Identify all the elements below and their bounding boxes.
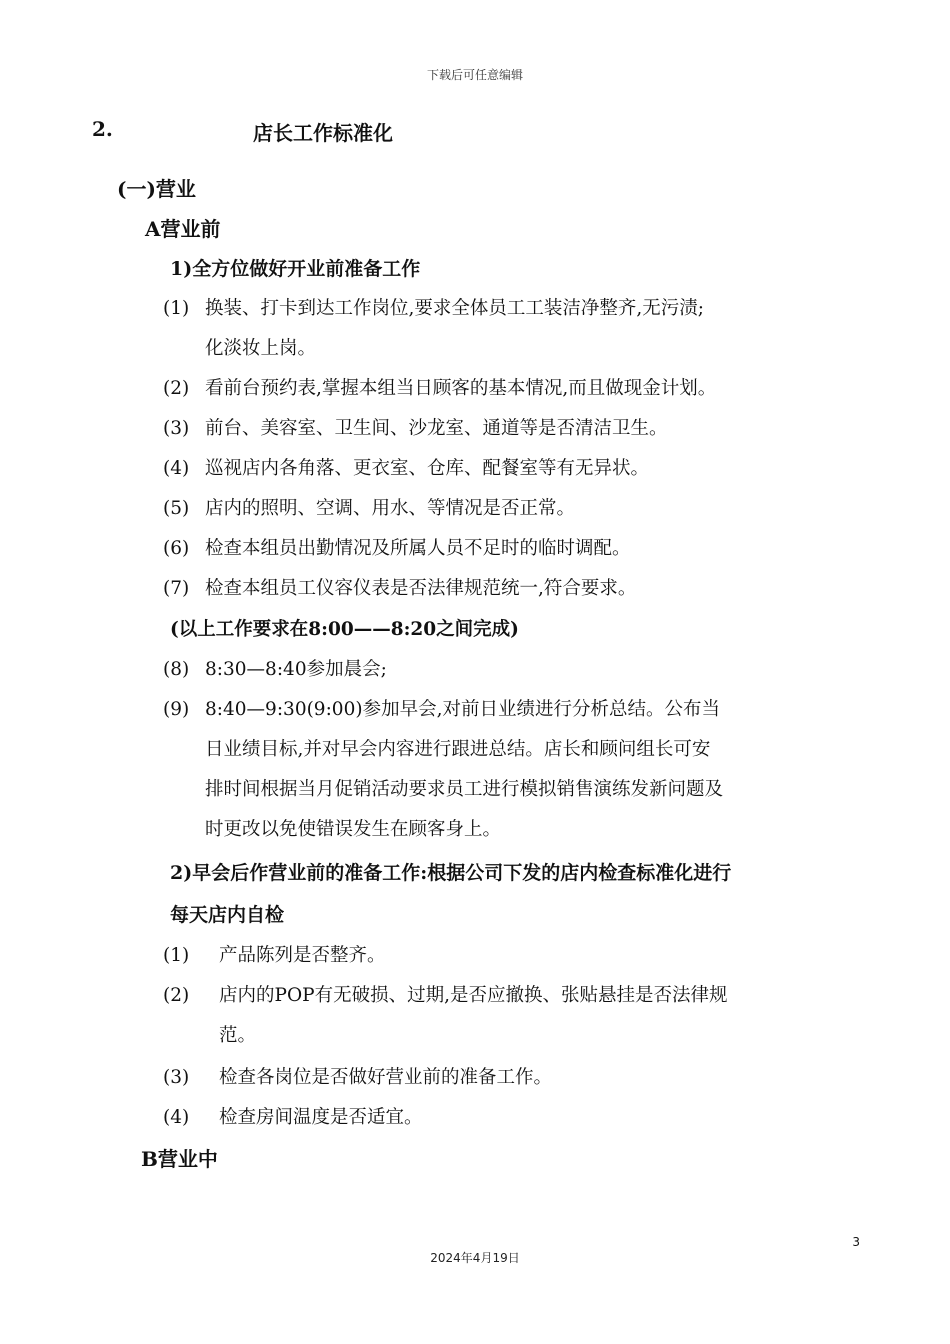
list-item-number: (5) xyxy=(163,498,190,519)
part-heading-during-operation: B营业中 xyxy=(141,1147,218,1171)
list-item-number: (2) xyxy=(163,378,190,399)
list-item xyxy=(163,534,631,560)
list-item-number: (9) xyxy=(163,699,190,720)
list-item xyxy=(163,1103,423,1129)
list-item-number: (3) xyxy=(163,1067,190,1088)
list-item xyxy=(163,695,720,721)
list-item xyxy=(163,655,387,681)
list-item-continuation: 排时间根据当月促销活动要求员工进行模拟销售演练发新问题及 xyxy=(205,779,724,800)
list-item xyxy=(163,1063,552,1089)
list-item xyxy=(163,941,386,967)
list-item-text: 店内的POP有无破损、过期,是否应撤换、张贴悬挂是否法律规 xyxy=(219,985,728,1006)
list-item-text: 换装、打卡到达工作岗位,要求全体员工工装洁净整齐,无污渍; xyxy=(205,298,704,319)
list-item xyxy=(163,574,636,600)
list-item-text: 看前台预约表,掌握本组当日顾客的基本情况,而且做现金计划。 xyxy=(205,378,717,399)
list-item-number: (8) xyxy=(163,659,190,680)
list-item xyxy=(163,981,727,1007)
list-item-text: 店内的照明、空调、用水、等情况是否正常。 xyxy=(205,498,576,519)
list-item-number: (4) xyxy=(163,1107,190,1128)
list-item-text: 检查房间温度是否适宜。 xyxy=(219,1107,423,1128)
list-item-continuation: 范。 xyxy=(219,1025,257,1046)
list-item-number: (7) xyxy=(163,578,190,599)
list-item xyxy=(163,414,668,440)
list-item-continuation: 时更改以免使错误发生在顾客身上。 xyxy=(205,819,502,840)
subheading-prep: 1)全方位做好开业前准备工作 xyxy=(170,258,421,280)
list-item-text: 检查本组员工仪容仪表是否法律规范统一,符合要求。 xyxy=(205,578,637,599)
part-heading-operation: (一)营业 xyxy=(117,177,196,201)
list-item xyxy=(163,374,716,400)
list-item-number: (1) xyxy=(163,945,190,966)
list-item-number: (4) xyxy=(163,458,190,479)
list-item xyxy=(163,454,649,480)
page-footer-date: 2024年4月19日 xyxy=(430,1251,520,1265)
list-item-text: 检查各岗位是否做好营业前的准备工作。 xyxy=(219,1067,553,1088)
page-number: 3 xyxy=(852,1235,860,1249)
subheading-self-check: 2)早会后作营业前的准备工作:根据公司下发的店内检查标准化进行 xyxy=(170,862,732,884)
page-header: 下载后可任意编辑 xyxy=(426,68,523,82)
list-item-continuation: 化淡妆上岗。 xyxy=(205,338,317,359)
list-item-text: 检查本组员出勤情况及所属人员不足时的临时调配。 xyxy=(205,538,631,559)
list-item xyxy=(163,494,575,520)
section-title: 店长工作标准化 xyxy=(253,121,393,145)
list-item-text: 8:40—9:30(9:00)参加早会,对前日业绩进行分析总结。公布当 xyxy=(205,699,720,720)
list-item xyxy=(163,294,704,320)
list-item-continuation: 日业绩目标,并对早会内容进行跟进总结。店长和顾问组长可安 xyxy=(205,739,711,760)
list-item-number: (3) xyxy=(163,418,190,439)
list-item-number: (6) xyxy=(163,538,190,559)
subheading-self-check-continuation: 每天店内自检 xyxy=(170,904,285,926)
list-item-number: (1) xyxy=(163,298,190,319)
list-item-number: (2) xyxy=(163,985,190,1006)
section-number: 2. xyxy=(92,117,113,141)
time-note: (以上工作要求在8:00——8:20之间完成) xyxy=(170,619,519,640)
list-item-text: 产品陈列是否整齐。 xyxy=(219,945,386,966)
part-heading-before-opening: A营业前 xyxy=(145,217,221,241)
list-item-text: 巡视店内各角落、更衣室、仓库、配餐室等有无异状。 xyxy=(205,458,650,479)
list-item-text: 8:30—8:40参加晨会; xyxy=(205,659,387,680)
list-item-text: 前台、美容室、卫生间、沙龙室、通道等是否清洁卫生。 xyxy=(205,418,668,439)
